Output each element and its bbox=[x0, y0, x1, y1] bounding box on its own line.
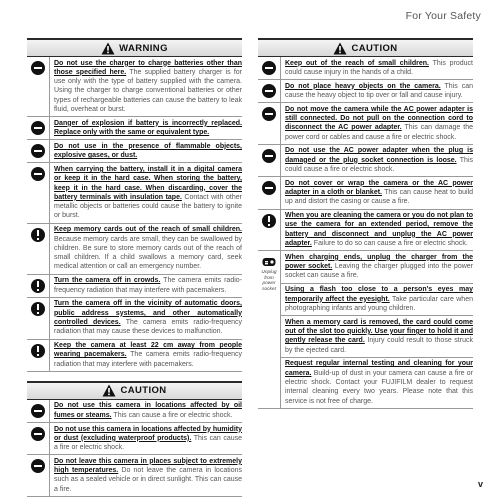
safety-item bbox=[27, 57, 242, 117]
caution-title-right: CAUTION bbox=[351, 42, 398, 54]
safety-icon-cell bbox=[27, 224, 49, 274]
prohibition-icon bbox=[31, 459, 45, 473]
caution-triangle-icon bbox=[102, 384, 116, 397]
safety-text bbox=[280, 210, 473, 251]
safety-icon-cell bbox=[258, 145, 280, 176]
caution-title-left: CAUTION bbox=[120, 385, 167, 397]
warning-emphasis: Do not use in the presence of flammable objects, explosive gases, or dust. bbox=[54, 142, 242, 160]
prohibition-icon bbox=[31, 167, 45, 181]
safety-text bbox=[49, 57, 242, 116]
warning-emphasis: Keep out of the reach of small children. bbox=[285, 59, 429, 67]
safety-icon-cell bbox=[27, 163, 49, 222]
safety-item bbox=[258, 177, 473, 209]
safety-text bbox=[280, 145, 473, 176]
safety-item bbox=[27, 163, 242, 223]
safety-icon-cell bbox=[27, 57, 49, 116]
prohibition-icon bbox=[31, 121, 45, 135]
safety-item bbox=[27, 423, 242, 455]
warning-detail: Failure to do so can cause a fire or electric shock. bbox=[311, 240, 468, 248]
warning-detail: This can cause heat to build up and distort the casing or cause a fire. bbox=[285, 189, 474, 206]
prohibition-icon bbox=[262, 107, 276, 121]
safety-text bbox=[280, 80, 473, 102]
prohibition-icon bbox=[262, 181, 276, 195]
warning-emphasis: Do not use this camera in locations affected by humidity or dust (excluding waterproof products). bbox=[54, 425, 242, 442]
warning-detail: Take particular care when photographing infants and young children. bbox=[285, 295, 473, 312]
safety-item bbox=[258, 145, 473, 177]
caution-triangle-icon bbox=[333, 42, 347, 55]
safety-item bbox=[27, 400, 242, 423]
safety-text bbox=[49, 163, 242, 222]
warning-emphasis: Turn the camera off in crowds. bbox=[54, 277, 161, 285]
mandatory-action-icon bbox=[31, 344, 45, 358]
warning-emphasis: Keep memory cards out of the reach of small children. bbox=[54, 226, 242, 234]
safety-text bbox=[280, 57, 473, 79]
warning-emphasis: Do not cover or wrap the camera or the AC power adapter in a cloth or blanket. bbox=[285, 179, 473, 197]
safety-icon-cell bbox=[258, 57, 280, 79]
mandatory-action-icon bbox=[262, 214, 276, 228]
warning-emphasis: Do not use the charger to charge batteries other than those specified here. bbox=[54, 59, 242, 76]
safety-icon-cell bbox=[27, 298, 49, 339]
caution-heading-right bbox=[258, 38, 473, 57]
warning-list bbox=[27, 57, 242, 372]
safety-icon-cell bbox=[258, 177, 280, 208]
safety-item bbox=[258, 57, 473, 80]
caution-heading-left bbox=[27, 381, 242, 400]
page-number: v bbox=[477, 479, 483, 489]
mandatory-action-icon bbox=[31, 302, 45, 316]
warning-title: WARNING bbox=[119, 42, 168, 54]
warning-detail: Because memory cards are small, they can be swallowed by children. Be sure to store memory cards out of the reach of small children. If a child swallows a memory card, seek medical attention or call an emergency number. bbox=[54, 235, 242, 271]
warning-emphasis: When carrying the battery, install it in a digital camera or keep it in the hard case. When storing the battery, keep it in the hard case. When discarding, cover the battery terminals with insulation tape. bbox=[54, 165, 242, 201]
safety-item bbox=[27, 140, 242, 163]
prohibition-icon bbox=[262, 149, 276, 163]
prohibition-icon bbox=[31, 404, 45, 418]
safety-icon-cell bbox=[258, 210, 280, 251]
safety-icon-cell bbox=[27, 455, 49, 496]
safety-text bbox=[280, 103, 473, 144]
warning-emphasis: Do not place heavy objects on the camera. bbox=[285, 82, 441, 90]
warning-emphasis: Danger of explosion if battery is incorrectly replaced. Replace only with the same or equivalent type. bbox=[54, 119, 242, 137]
prohibition-icon bbox=[262, 61, 276, 75]
safety-item bbox=[258, 103, 473, 145]
warning-detail: The camera emits radio-frequency radiation that may cause these devices to malfunction. bbox=[54, 318, 242, 336]
warning-detail: This can cause the heavy object to tip over or fall and cause injury. bbox=[285, 82, 473, 99]
prohibition-icon bbox=[31, 427, 45, 441]
safety-icon-cell bbox=[27, 117, 49, 139]
page-header: For Your Safety bbox=[405, 10, 481, 22]
mandatory-action-icon bbox=[31, 228, 45, 242]
safety-text bbox=[49, 140, 242, 162]
warning-detail: Build-up of dust in your camera can cause a fire or electric shock. Contact your FUJIFILM dealer to request internal cleaning every two years. Please note that this service is not free of charge. bbox=[285, 369, 473, 405]
safety-item bbox=[27, 340, 242, 372]
safety-icon-cell bbox=[27, 275, 49, 297]
warning-emphasis: Do not leave this camera in places subject to extremely high temperatures. bbox=[54, 457, 242, 475]
safety-icon-cell bbox=[258, 80, 280, 102]
unplug-icon-cell bbox=[258, 251, 280, 407]
safety-text bbox=[49, 455, 242, 496]
safety-item bbox=[27, 117, 242, 140]
safety-text bbox=[281, 251, 473, 283]
warning-emphasis: Keep the camera at least 22 cm away from people wearing pacemakers. bbox=[54, 342, 242, 359]
safety-text bbox=[49, 423, 242, 454]
safety-text bbox=[49, 117, 242, 139]
safety-text bbox=[281, 316, 473, 358]
unplug-group bbox=[258, 251, 473, 408]
prohibition-icon bbox=[31, 144, 45, 158]
safety-icon-cell bbox=[27, 340, 49, 371]
warning-triangle-icon bbox=[101, 42, 115, 55]
safety-item bbox=[27, 224, 242, 275]
unplug-caption: Unplug from power socket bbox=[261, 270, 277, 292]
warning-detail: The camera emits radio-frequency radiation that may interfere with pacemakers. bbox=[54, 351, 242, 368]
warning-emphasis: When you are cleaning the camera or you do not plan to use the camera for an extended period, remove the battery and disconnect and unplug the AC power adapter. bbox=[285, 212, 473, 248]
warning-emphasis: Do not use the AC power adapter when the plug is damaged or the plug socket connection is loose. bbox=[285, 147, 473, 164]
prohibition-icon bbox=[31, 61, 45, 75]
safety-text bbox=[49, 224, 242, 274]
safety-text bbox=[49, 400, 242, 422]
warning-detail: The supplied battery charger is for use only with the type of battery supplied with the camera. Using the charger to charge conventional batteries or other types of rechargeable batteries can cause the battery to leak fluid, overheat or burst. bbox=[54, 68, 242, 113]
warning-detail: Do not leave the camera in locations such as a sealed vehicle or in direct sunlight. This can cause a fire. bbox=[54, 467, 242, 493]
warning-detail: This could cause a fire or electric shock. bbox=[285, 156, 473, 173]
warning-detail: This can damage the power cord or cables and cause a fire or electric shock. bbox=[285, 124, 473, 141]
mandatory-action-icon bbox=[31, 279, 45, 293]
safety-item bbox=[27, 455, 242, 497]
safety-item bbox=[27, 298, 242, 340]
prohibition-icon bbox=[262, 84, 276, 98]
safety-text bbox=[280, 177, 473, 208]
warning-emphasis: Do not move the camera while the AC power adapter is still connected. Do not pull on the connection cord to disconnect the AC power adapter. bbox=[285, 105, 473, 132]
warning-emphasis: Request regular internal testing and cleaning for your camera. bbox=[285, 360, 473, 377]
warning-detail: The camera emits radio-frequency radiation that may interfere with pacemakers. bbox=[54, 277, 243, 294]
warning-detail: This can cause a fire or electric shock. bbox=[111, 411, 233, 419]
unplug-icon bbox=[262, 256, 276, 268]
safety-text bbox=[281, 284, 473, 316]
safety-item bbox=[27, 275, 242, 298]
warning-emphasis: Do not use this camera in locations affected by oil fumes or steams. bbox=[54, 402, 242, 419]
warning-detail: This can cause a fire or electric shock. bbox=[54, 434, 243, 452]
safety-text bbox=[49, 340, 242, 371]
warning-detail: This product could cause injury in the hands of a child. bbox=[285, 59, 473, 76]
safety-text bbox=[281, 358, 473, 408]
warning-emphasis: When charging ends, unplug the charger from the power socket. bbox=[285, 253, 473, 271]
warning-detail: Contact with other metallic objects or batteries could cause the battery to ignite or burst. bbox=[54, 193, 242, 220]
unplug-items bbox=[280, 251, 473, 407]
safety-icon-cell bbox=[27, 423, 49, 454]
safety-item bbox=[258, 210, 473, 252]
safety-icon-cell bbox=[258, 103, 280, 144]
safety-text bbox=[49, 275, 242, 297]
warning-detail: Injury could result to those struck by the ejected card. bbox=[285, 337, 473, 354]
safety-text bbox=[49, 298, 242, 339]
safety-icon-cell bbox=[27, 400, 49, 422]
safety-icon-cell bbox=[27, 140, 49, 162]
caution-list-right bbox=[258, 57, 473, 251]
left-column bbox=[27, 38, 242, 497]
warning-emphasis: Turn the camera off in the vicinity of automatic doors, public address systems, and other automatically controlled devices. bbox=[54, 300, 242, 326]
warning-emphasis: Using a flash too close to a person's eyes may temporarily affect the eyesight. bbox=[285, 286, 473, 303]
caution-list-left bbox=[27, 400, 242, 497]
right-column bbox=[258, 38, 473, 409]
safety-item bbox=[258, 80, 473, 103]
warning-heading bbox=[27, 38, 242, 57]
warning-emphasis: When a memory card is removed, the card could come out of the slot too quickly. Use your finger to hold it and gently release the card. bbox=[285, 318, 473, 345]
warning-detail: Leaving the charger plugged into the power socket can cause a fire. bbox=[285, 263, 473, 280]
